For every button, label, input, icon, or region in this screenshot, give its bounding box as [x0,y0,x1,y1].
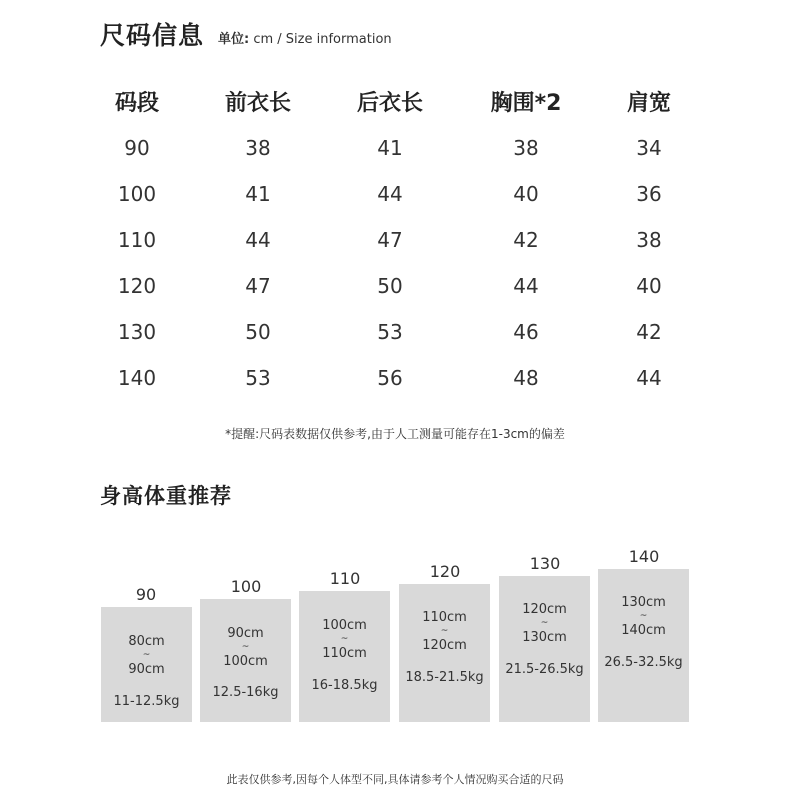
size-card [598,569,689,722]
table-cell: 50 [377,274,403,298]
table-cell: 48 [513,366,539,390]
table-cell: 50 [245,320,271,344]
height-to: 120cm [422,638,467,653]
table-cell: 56 [377,366,403,390]
size-card [299,591,390,722]
weight-range: 16-18.5kg [311,678,378,693]
size-label: 100 [230,577,262,596]
height-from: 120cm [522,602,567,617]
size-label: 110 [329,569,361,588]
table-cell: 40 [636,274,662,298]
measurement-note: *提醒:尺码表数据仅供参考,由于人工测量可能存在1-3cm的偏差 [225,427,565,441]
height-from: 90cm [227,626,264,641]
height-to: 140cm [621,623,666,638]
table-cell: 47 [245,274,271,298]
footer-note: 此表仅供参考,因每个人体型不同,具体请参考个人情况购买合适的尺码 [226,773,564,786]
size-label: 90 [135,585,157,604]
height-from: 110cm [422,610,467,625]
table-cell: 38 [513,136,539,160]
size-card [200,599,291,722]
range-tilde: ~ [241,642,250,652]
table-cell: 42 [513,228,539,252]
table-cell: 130 [117,320,157,344]
size-card [499,576,590,722]
height-to: 110cm [322,646,367,661]
header-front-length: 前衣长 [224,91,292,116]
height-to: 130cm [522,630,567,645]
table-cell: 38 [636,228,662,252]
unit-text: cm / Size information [253,32,392,47]
height-from: 130cm [621,595,666,610]
table-cell: 44 [513,274,539,298]
table-cell: 46 [513,320,539,344]
size-label: 130 [529,554,561,573]
range-tilde: ~ [639,611,648,621]
table-cell: 140 [117,366,157,390]
table-cell: 42 [636,320,662,344]
height-from: 80cm [128,634,165,649]
weight-range: 26.5-32.5kg [604,655,683,670]
range-tilde: ~ [142,650,151,660]
table-cell: 41 [245,182,271,206]
table-cell: 44 [377,182,403,206]
size-label: 120 [429,562,461,581]
weight-range: 21.5-26.5kg [505,662,584,677]
table-cell: 47 [377,228,403,252]
weight-range: 12.5-16kg [212,685,279,700]
unit-prefix: 单位: [218,32,250,47]
table-cell: 53 [245,366,271,390]
unit-info [218,28,392,47]
table-cell: 120 [117,274,157,298]
height-to: 90cm [128,662,165,677]
table-cell: 40 [513,182,539,206]
table-cell: 44 [245,228,271,252]
table-cell: 100 [117,182,157,206]
range-tilde: ~ [340,634,349,644]
header-back-length: 后衣长 [356,91,424,116]
table-cell: 53 [377,320,403,344]
table-cell: 36 [636,182,662,206]
table-cell: 90 [124,136,150,160]
section-title-recommend: 身高体重推荐 [100,484,232,508]
height-from: 100cm [322,618,367,633]
table-cell: 44 [636,366,662,390]
table-cell: 41 [377,136,403,160]
page-title: 尺码信息 [100,21,205,50]
header-shoulder: 肩宽 [626,91,672,116]
header-size: 码段 [114,91,160,116]
table-cell: 110 [117,228,157,252]
size-label: 140 [628,547,660,566]
weight-range: 11-12.5kg [113,694,180,709]
table-cell: 34 [636,136,662,160]
header-chest: 胸围*2 [490,91,562,116]
size-card [101,607,192,722]
table-cell: 38 [245,136,271,160]
size-card [399,584,490,722]
height-to: 100cm [223,654,268,669]
range-tilde: ~ [440,626,449,636]
weight-range: 18.5-21.5kg [405,670,484,685]
range-tilde: ~ [540,618,549,628]
